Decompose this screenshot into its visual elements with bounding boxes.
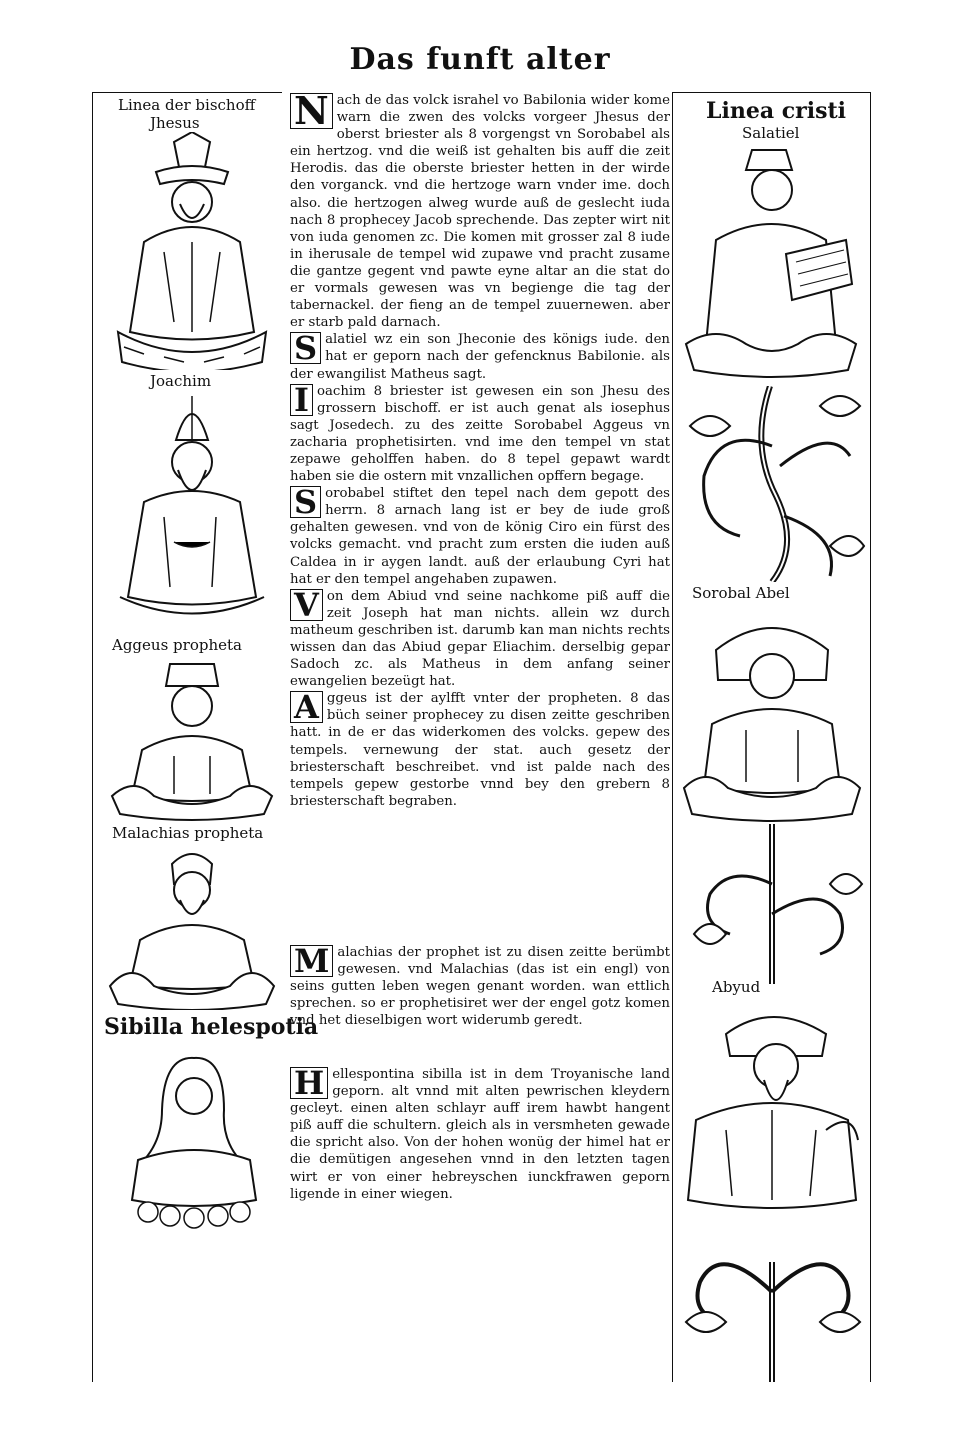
sibilla-label: Sibilla helespotia: [104, 1014, 319, 1040]
drop-initial: V: [290, 589, 323, 621]
aggeus-woodcut-figure: [104, 656, 280, 822]
right-border-rule: [672, 92, 673, 1382]
line-of-christ-heading: Linea cristi: [706, 98, 846, 124]
bishops-line-heading: Linea der bischoff: [118, 96, 256, 114]
abyud-woodcut-figure: [676, 1000, 866, 1228]
drop-initial: I: [290, 384, 313, 416]
left-top-rule: [92, 92, 282, 93]
vine-ornament-lower: [680, 1232, 866, 1382]
abyud-label: Abyud: [712, 978, 761, 996]
paragraph-text: oachim 8 briester ist gewesen ein son Jhesu des grossern bischoff. er ist auch genat als iosephus sagt Josedech. zu des zeitte Sorobabel Aggeus vn zacharia prophetisirten. vnd ime den tempel vn stat zepawe geholffen haben. do 8 tepel gepawt wardt haben sie die ostern mit vnzallichen opffern begage.: [290, 383, 670, 485]
malachias-label: Malachias propheta: [112, 824, 264, 842]
sorobal-label: Sorobal Abel: [692, 584, 790, 602]
paragraph-text: alachias der prophet ist zu disen zeitte berümbt gewesen. vnd Malachias (das ist ein engl) von seins gutten leben wegen genant worden. wan ettlich sprechen. so er prophetisiret wer der engel gotz komen vnd het dieselbigen wort widerumb geredt.: [290, 945, 670, 1029]
paragraph-text: orobabel stiftet den tepel nach dem gepott des herrn. 8 arnach lang ist er bey de iude groß gehalten gewesen. vnd von de könig Ciro ein fürst des volcks gemacht. vnd pracht zum ersten die iuden auß Caldea in ir aygen landt. auß der erlaubung Cyri hat hat er den tempel angehaben zupawen.: [290, 486, 670, 587]
right-outer-rule: [870, 92, 871, 1382]
sorobabel-woodcut-figure: [676, 610, 866, 824]
drop-initial: N: [290, 93, 333, 129]
paragraph-aggeus: [290, 690, 670, 810]
vine-ornament-upper: [680, 386, 866, 582]
right-top-rule: [672, 92, 870, 93]
malachias-woodcut-figure: [104, 844, 280, 1010]
drop-initial: S: [290, 486, 321, 518]
jhesus-woodcut-figure: [104, 132, 280, 370]
paragraph-text: ggeus ist der aylfft vnter der propheten. 8 das büch seiner prophecey zu disen zeitte geschriben hatt. in de er das widerkomen des volcks. gepew des tempels. vernewung der stat. auch gesetz der briesterschaft beschreibet. vnd ist palde nach des tempels gepew gestorbe vnnd bey den grebern 8 briesterschaft begraben.: [290, 691, 670, 809]
text-block-3: [290, 1066, 670, 1203]
text-block-1: [290, 88, 670, 810]
drop-initial: S: [290, 332, 321, 364]
paragraph-salatiel: [290, 331, 670, 382]
salatiel-label: Salatiel: [742, 124, 800, 142]
drop-initial: A: [290, 691, 323, 723]
salatiel-woodcut-figure: [676, 144, 866, 386]
paragraph-malachias: [290, 944, 670, 1029]
page-title: Das funft alter: [349, 42, 611, 77]
paragraph-abiud: [290, 585, 670, 691]
drop-initial: M: [290, 945, 333, 977]
jhesus-label: Jhesus: [150, 114, 200, 132]
joachim-woodcut-figure: [104, 392, 280, 628]
paragraph-sibilla: [290, 1066, 670, 1203]
paragraph-joachim: [290, 380, 670, 486]
paragraph-text: on dem Abiud vnd seine nachkome piß auff die zeit Joseph hat man nichts. allein wz durch matheum geschriben ist. darumb kan man nichts rechts wissen dan das Abiud gepar Eliachim. derselbig gepar Sadoch zc. als Matheus in dem anfang seiner ewangelien bezeügt hat.: [290, 588, 670, 690]
sibilla-woodcut-figure: [104, 1050, 280, 1232]
joachim-label: Joachim: [150, 372, 212, 390]
paragraph-text: alatiel wz ein son Jheconie des königs iude. den hat er geporn nach der gefencknus Babilonie. als der ewangilist Matheus sagt.: [290, 332, 670, 382]
vine-ornament-middle: [680, 824, 866, 984]
paragraph-text: ach de das volck israhel vo Babilonia wider kome warn die zwen des volcks vorgeer Jhesus der oberst briester als 8 vorgengst vn Sorobabel als ein hertzog. vnd die weiß ist gehalten bis auff die zeit Herodis. das die oberste briester hetten in der wirde den vorganck. vnd die hertzoge warn vnder ime. doch also. die hertzogen alweg wurde auß de geslecht iuda nach 8 prophecey Jacob sprechende. Das zepter wirt nit von iuda genomen zc. Die komen mit grosser zal 8 iude in iherusale de tempel wid zupawe vnd pracht zusame die gantze gegent vnd pawte eyne altar an die stat do er vormals gewesen was vn begienge die tag der tabernackel. der fieng an de tempel zuuernewen. aber er starb pald darnach.: [290, 93, 670, 331]
paragraph-text: ellespontina sibilla ist in dem Troyanische land geporn. alt vnnd mit alten pewrischen kleydern gecleyt. einen alten schlayr auff irem hawbt hangent piß auff die schultern. gleich als in versmheten gewade die spricht also. Von der hohen wonüg der himel hat er die demütigen angesehen vnnd in den letzten tagen wirt er von einer hebreyschen iunckfrawen geporn ligende in einer wiegen.: [290, 1067, 670, 1202]
drop-initial: H: [290, 1067, 328, 1099]
text-block-2: [290, 944, 670, 1029]
aggeus-label: Aggeus propheta: [112, 636, 242, 654]
paragraph-sorobabel: [290, 485, 670, 588]
left-border-rule: [92, 92, 93, 1382]
paragraph-jhesus-sorobabel: [290, 88, 670, 331]
